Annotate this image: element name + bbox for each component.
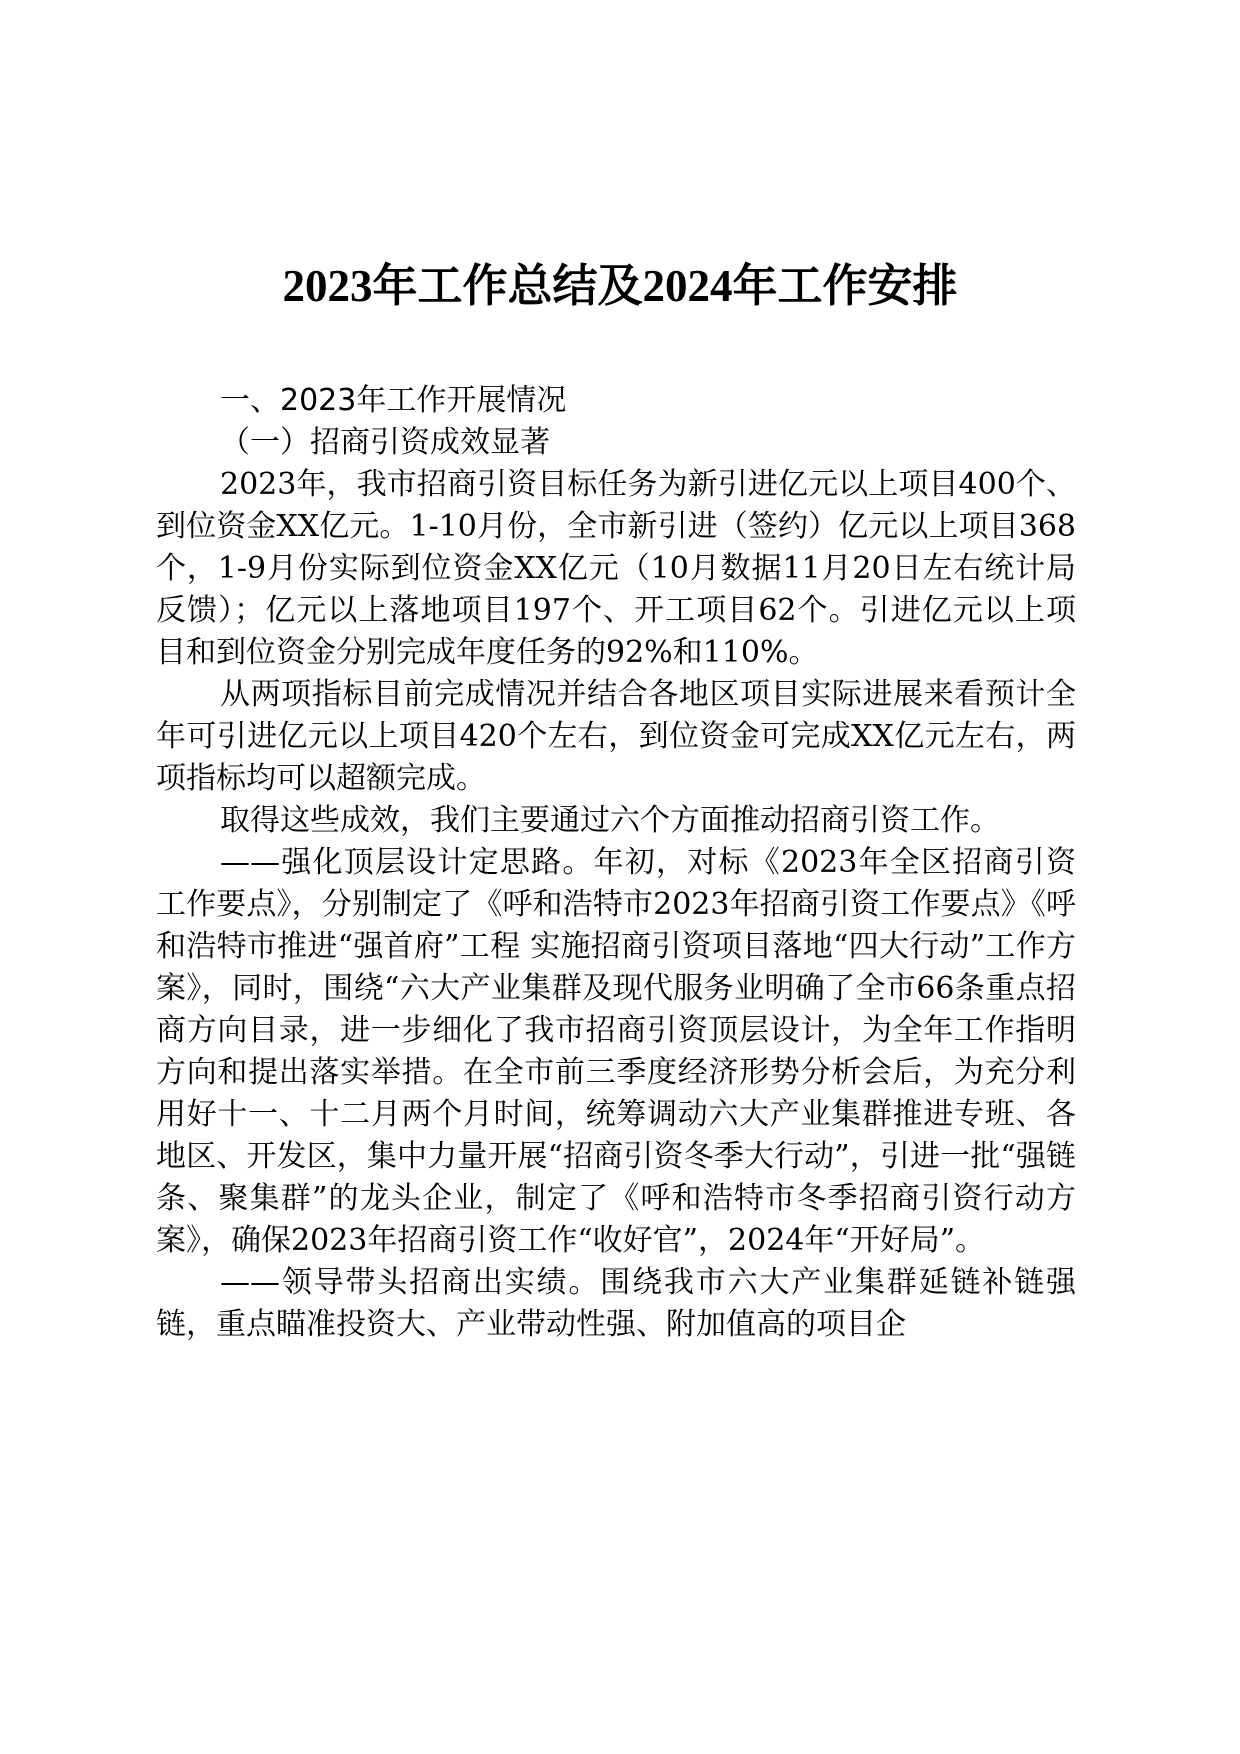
paragraph: 从两项指标目前完成情况并结合各地区项目实际进展来看预计全年可引进亿元以上项目420个左右，到位资金可完成XX亿元左右，两项指标均可以超额完成。 — [156, 677, 1076, 796]
paragraph: ——领导带头招商出实绩。围绕我市六大产业集群延链补链强链，重点瞄准投资大、产业带动性强、附加值高的项目企 — [156, 1265, 1076, 1342]
paragraph: ——强化顶层设计定思路。年初，对标《2023年全区招商引资工作要点》，分别制定了《呼和浩特市2023年招商引资工作要点》《呼和浩特市推进“强首府”工程 实施招商引资项目落地“四大行动”工作方案》，同时，围绕“六大产业集群及现代服务业明确了全市66条重点招商方向目录，进一步细化了我市招商引资顶层设计，为全年工作指明方向和提出落实举措。在全市前三季度经济形势分析会后，为充分利用好十一、十二月两个月时间，统筹调动六大产业集群推进专班、各地区、开发区，集中力量开展“招商引资冬季大行动”，引进一批“强链条、聚集群”的龙头企业，制定了《呼和浩特市冬季招商引资行动方案》，确保2023年招商引资工作“收好官”，2024年“开好局”。 — [156, 845, 1076, 1258]
paragraph: 取得这些成效，我们主要通过六个方面推动招商引资工作。 — [220, 803, 1000, 838]
paragraph: 2023年，我市招商引资目标任务为新引进亿元以上项目400个、到位资金XX亿元。1-10月份，全市新引进（签约）亿元以上项目368个，1-9月份实际到位资金XX亿元（10月数据11月20日左右统计局反馈）；亿元以上落地项目197个、开工项目62个。引进亿元以上项目和到位资金分别完成年度任务的92%和110%。 — [156, 467, 1076, 670]
section-heading: 一、2023年工作开展情况 — [220, 383, 567, 418]
subsection-heading: （一）招商引资成效显著 — [220, 425, 550, 460]
document-body — [156, 380, 1076, 1346]
document-title: 2023年工作总结及2024年工作安排 — [282, 261, 958, 311]
